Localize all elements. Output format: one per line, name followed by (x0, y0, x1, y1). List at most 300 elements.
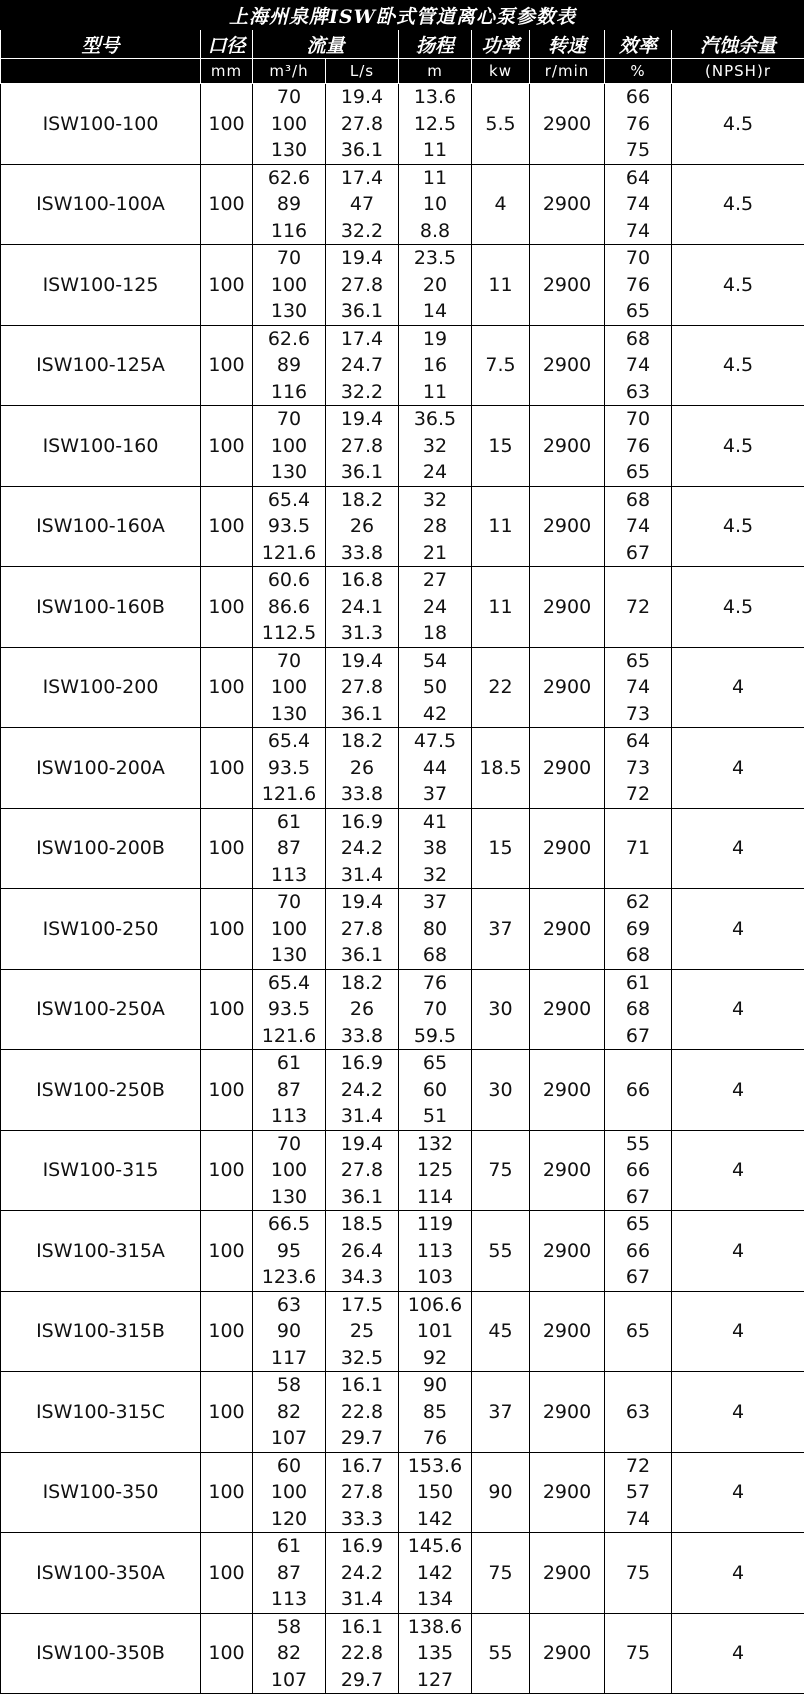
table-row (1, 969, 804, 1050)
flow-m3h-cell-value: 70 (276, 408, 302, 430)
efficiency-cell (605, 406, 672, 487)
head-cell (399, 1613, 472, 1694)
efficiency-cell (605, 728, 672, 809)
efficiency-cell (605, 84, 672, 165)
head-cell-values (399, 1131, 471, 1211)
head-cell-value: 68 (422, 944, 448, 966)
flow-m3h-cell-value: 89 (276, 193, 302, 215)
flow-ls-cell-value: 36.1 (340, 300, 384, 322)
flow-ls-cell-values (326, 165, 398, 245)
table-row (1, 1050, 804, 1131)
model-cell: ISW100-160 (1, 406, 201, 487)
power-cell: 5.5 (472, 84, 530, 165)
flow-ls-cell-value: 33.8 (340, 1024, 384, 1047)
npsh-cell: 4 (672, 1613, 804, 1694)
head-cell (399, 728, 472, 809)
head-cell-value: 59.5 (413, 1024, 457, 1047)
speed-cell: 2900 (530, 969, 605, 1050)
model-cell: ISW100-100A (1, 164, 201, 245)
flow-ls-cell-value: 27.8 (340, 434, 384, 457)
efficiency-cell-value: 61 (625, 971, 651, 994)
head-cell-value: 37 (422, 783, 448, 805)
unit-speed: r/min (530, 59, 605, 84)
table-row (1, 84, 804, 165)
efficiency-cell (605, 1211, 672, 1292)
flow-ls-cell (326, 486, 399, 567)
flow-m3h-cell-value: 62.6 (267, 166, 311, 189)
flow-ls-cell-value: 16.9 (340, 1052, 384, 1074)
flow-m3h-cell-value: 100 (270, 273, 308, 296)
flow-m3h-cell-values (253, 406, 325, 486)
efficiency-cell-value: 67 (625, 541, 651, 564)
power-cell: 37 (472, 1372, 530, 1453)
flow-m3h-cell-values (253, 1614, 325, 1694)
flow-m3h-cell-value: 123.6 (261, 1266, 317, 1288)
flow-m3h-cell (253, 808, 326, 889)
head-cell-value: 27 (422, 569, 448, 591)
table-row (1, 1211, 804, 1292)
flow-ls-cell-value: 26 (349, 998, 375, 1020)
flow-m3h-cell-value: 58 (276, 1615, 302, 1638)
efficiency-cell-value: 74 (625, 515, 651, 537)
flow-m3h-cell-value: 113 (270, 863, 308, 886)
speed-cell: 2900 (530, 1533, 605, 1614)
head-cell-value: 125 (416, 1159, 454, 1181)
table-row (1, 808, 804, 889)
flow-ls-cell (326, 567, 399, 648)
flow-ls-cell-value: 18.2 (340, 488, 384, 511)
flow-ls-cell-value: 33.3 (340, 1507, 384, 1530)
npsh-cell: 4.5 (672, 84, 804, 165)
head-cell (399, 1050, 472, 1131)
flow-m3h-cell-value: 121.6 (261, 1024, 317, 1047)
flow-ls-cell-value: 26.4 (340, 1239, 384, 1262)
model-cell: ISW100-100 (1, 84, 201, 165)
efficiency-cell (605, 1291, 672, 1372)
flow-ls-cell (326, 84, 399, 165)
head-cell-values (399, 648, 471, 728)
efficiency-cell-value: 64 (625, 166, 651, 189)
bore-cell: 100 (201, 1050, 253, 1131)
efficiency-cell-value: 76 (625, 434, 651, 457)
head-cell (399, 567, 472, 648)
npsh-cell: 4 (672, 1452, 804, 1533)
head-cell-value: 101 (416, 1320, 454, 1342)
head-cell-values (399, 245, 471, 325)
flow-m3h-cell-value: 100 (270, 917, 308, 940)
head-cell (399, 969, 472, 1050)
flow-ls-cell (326, 728, 399, 809)
power-cell: 45 (472, 1291, 530, 1372)
power-cell: 18.5 (472, 728, 530, 809)
efficiency-cell-value: 74 (625, 193, 651, 215)
flow-ls-cell-value: 17.5 (340, 1293, 384, 1316)
flow-ls-cell-values (326, 84, 398, 164)
npsh-cell: 4.5 (672, 567, 804, 648)
head-cell-value: 65 (422, 1052, 448, 1074)
table-row (1, 406, 804, 487)
unit-efficiency: % (605, 59, 672, 84)
head-cell-value: 12.5 (413, 112, 457, 135)
flow-m3h-cell-value: 60.6 (267, 569, 311, 591)
unit-model (1, 59, 201, 84)
efficiency-cell-value: 67 (625, 1185, 651, 1208)
table-row (1, 647, 804, 728)
table-row (1, 245, 804, 326)
head-cell-value: 90 (422, 1374, 448, 1396)
flow-ls-cell-value: 31.4 (340, 863, 384, 886)
flow-m3h-cell-value: 89 (276, 354, 302, 376)
flow-ls-cell-value: 17.4 (340, 327, 384, 350)
flow-ls-cell-value: 19.4 (340, 649, 384, 672)
efficiency-cell-value: 75 (625, 1642, 651, 1664)
model-cell: ISW100-315 (1, 1130, 201, 1211)
unit-flow-m3h: m³/h (253, 59, 326, 84)
bore-cell: 100 (201, 567, 253, 648)
flow-ls-cell-value: 27.8 (340, 112, 384, 135)
efficiency-cell-value: 73 (625, 756, 651, 779)
flow-ls-cell-value: 32.2 (340, 380, 384, 403)
flow-ls-cell-values (326, 970, 398, 1050)
flow-m3h-cell-values (253, 567, 325, 647)
flow-m3h-cell (253, 1372, 326, 1453)
header-speed: 转速 (530, 30, 605, 59)
efficiency-cell-values (605, 970, 671, 1050)
power-cell: 4 (472, 164, 530, 245)
efficiency-cell-values (605, 326, 671, 406)
head-cell-values (399, 809, 471, 889)
efficiency-cell-values (605, 245, 671, 325)
flow-ls-cell-value: 16.7 (340, 1454, 384, 1477)
npsh-cell: 4 (672, 1130, 804, 1211)
head-cell-value: 37 (422, 891, 448, 913)
speed-cell: 2900 (530, 1211, 605, 1292)
flow-ls-cell-value: 26 (349, 515, 375, 537)
power-cell: 37 (472, 889, 530, 970)
head-cell (399, 647, 472, 728)
head-cell-value: 145.6 (407, 1535, 463, 1557)
head-cell-value: 153.6 (407, 1454, 463, 1477)
flow-m3h-cell-values (253, 889, 325, 969)
efficiency-cell-value: 62 (625, 891, 651, 913)
flow-m3h-cell-value: 90 (276, 1320, 302, 1342)
head-cell-value: 142 (416, 1507, 454, 1530)
flow-m3h-cell (253, 728, 326, 809)
table-row (1, 1613, 804, 1694)
flow-ls-cell-value: 19.4 (340, 408, 384, 430)
flow-ls-cell-values (326, 1614, 398, 1694)
head-cell-value: 38 (422, 837, 448, 859)
flow-ls-cell-value: 24.2 (340, 1078, 384, 1101)
header-npsh: 汽蚀余量 (672, 30, 804, 59)
flow-ls-cell-values (326, 406, 398, 486)
flow-m3h-cell (253, 245, 326, 326)
npsh-cell: 4 (672, 969, 804, 1050)
unit-flow-ls: L/s (326, 59, 399, 84)
flow-ls-cell-value: 26 (349, 756, 375, 779)
power-cell: 11 (472, 245, 530, 326)
flow-m3h-cell-value: 113 (270, 1588, 308, 1610)
efficiency-cell-value: 57 (625, 1481, 651, 1503)
efficiency-cell-value: 66 (625, 1159, 651, 1181)
flow-m3h-cell-values (253, 1211, 325, 1291)
head-cell-value: 11 (422, 139, 448, 161)
unit-bore: mm (201, 59, 253, 84)
efficiency-cell (605, 1613, 672, 1694)
head-cell-value: 10 (422, 193, 448, 215)
head-cell-value: 11 (422, 166, 448, 189)
head-cell-value: 32 (422, 488, 448, 511)
flow-m3h-cell-value: 130 (270, 1185, 308, 1208)
efficiency-cell-value: 65 (625, 649, 651, 672)
npsh-cell: 4 (672, 1211, 804, 1292)
flow-ls-cell-value: 27.8 (340, 1481, 384, 1503)
head-cell-value: 103 (416, 1266, 454, 1288)
npsh-cell: 4 (672, 647, 804, 728)
flow-ls-cell-value: 36.1 (340, 1185, 384, 1208)
efficiency-cell-values (605, 1077, 671, 1104)
flow-ls-cell (326, 1533, 399, 1614)
head-cell-value: 8.8 (419, 219, 451, 242)
flow-m3h-cell (253, 164, 326, 245)
head-cell-values (399, 970, 471, 1050)
head-cell-value: 11 (422, 380, 448, 403)
head-cell-value: 28 (422, 515, 448, 537)
head-cell-values (399, 487, 471, 567)
power-cell: 11 (472, 567, 530, 648)
head-cell-value: 127 (416, 1668, 454, 1691)
flow-ls-cell-value: 18.2 (340, 730, 384, 752)
head-cell-value: 32 (422, 863, 448, 886)
bore-cell: 100 (201, 1211, 253, 1292)
flow-ls-cell-value: 22.8 (340, 1642, 384, 1664)
speed-cell: 2900 (530, 1291, 605, 1372)
efficiency-cell-value: 73 (625, 702, 651, 725)
head-cell-value: 24 (422, 461, 448, 483)
model-cell: ISW100-250 (1, 889, 201, 970)
flow-m3h-cell-value: 93.5 (267, 515, 311, 537)
flow-ls-cell (326, 1130, 399, 1211)
head-cell-value: 23.5 (413, 247, 457, 269)
head-cell (399, 1130, 472, 1211)
flow-m3h-cell-value: 121.6 (261, 783, 317, 805)
header-model: 型号 (1, 30, 201, 59)
speed-cell: 2900 (530, 1050, 605, 1131)
power-cell: 75 (472, 1533, 530, 1614)
flow-ls-cell (326, 1372, 399, 1453)
flow-ls-cell-value: 27.8 (340, 917, 384, 940)
bore-cell: 100 (201, 889, 253, 970)
efficiency-cell-value: 64 (625, 730, 651, 752)
unit-row (1, 59, 804, 84)
flow-m3h-cell-values (253, 1050, 325, 1130)
flow-ls-cell-value: 31.3 (340, 622, 384, 644)
flow-m3h-cell-value: 100 (270, 1159, 308, 1181)
unit-power: kw (472, 59, 530, 84)
flow-ls-cell-value: 47 (349, 193, 375, 215)
flow-ls-cell (326, 1452, 399, 1533)
title-row (1, 1, 804, 30)
speed-cell: 2900 (530, 1452, 605, 1533)
flow-m3h-cell-value: 93.5 (267, 998, 311, 1020)
bore-cell: 100 (201, 1130, 253, 1211)
flow-m3h-cell-values (253, 1131, 325, 1211)
model-cell: ISW100-315C (1, 1372, 201, 1453)
table-row (1, 325, 804, 406)
head-cell-value: 36.5 (413, 408, 457, 430)
efficiency-cell-value: 74 (625, 1507, 651, 1530)
flow-m3h-cell-values (253, 487, 325, 567)
speed-cell: 2900 (530, 406, 605, 487)
table-row (1, 164, 804, 245)
flow-ls-cell-value: 36.1 (340, 944, 384, 966)
power-cell: 90 (472, 1452, 530, 1533)
flow-m3h-cell-value: 86.6 (267, 595, 311, 618)
bore-cell: 100 (201, 325, 253, 406)
flow-m3h-cell-values (253, 245, 325, 325)
power-cell: 55 (472, 1613, 530, 1694)
flow-m3h-cell (253, 889, 326, 970)
flow-ls-cell-value: 36.1 (340, 139, 384, 161)
head-cell (399, 1372, 472, 1453)
head-cell-values (399, 1211, 471, 1291)
header-bore: 口径 (201, 30, 253, 59)
header-power: 功率 (472, 30, 530, 59)
head-cell (399, 1291, 472, 1372)
unit-head: m (399, 59, 472, 84)
flow-m3h-cell (253, 486, 326, 567)
flow-m3h-cell-value: 70 (276, 247, 302, 269)
head-cell-value: 51 (422, 1105, 448, 1127)
head-cell-value: 19 (422, 327, 448, 350)
flow-m3h-cell (253, 969, 326, 1050)
head-cell-value: 135 (416, 1642, 454, 1664)
flow-m3h-cell (253, 406, 326, 487)
flow-ls-cell-values (326, 889, 398, 969)
flow-ls-cell-value: 24.2 (340, 1561, 384, 1584)
flow-m3h-cell (253, 1130, 326, 1211)
bore-cell: 100 (201, 1291, 253, 1372)
unit-npsh: (NPSH)r (672, 59, 804, 84)
bore-cell: 100 (201, 486, 253, 567)
head-cell (399, 84, 472, 165)
flow-m3h-cell-value: 82 (276, 1400, 302, 1423)
flow-ls-cell (326, 406, 399, 487)
efficiency-cell-values (605, 1399, 671, 1426)
flow-ls-cell-values (326, 1533, 398, 1613)
flow-ls-cell-value: 36.1 (340, 702, 384, 725)
flow-ls-cell-value: 16.1 (340, 1374, 384, 1396)
npsh-cell: 4 (672, 728, 804, 809)
head-cell-values (399, 165, 471, 245)
head-cell (399, 1452, 472, 1533)
head-cell (399, 889, 472, 970)
npsh-cell: 4.5 (672, 164, 804, 245)
flow-ls-cell-value: 33.8 (340, 541, 384, 564)
flow-m3h-cell-values (253, 326, 325, 406)
flow-m3h-cell (253, 1291, 326, 1372)
header-row (1, 30, 804, 59)
efficiency-cell-value: 66 (625, 1078, 651, 1101)
npsh-cell: 4.5 (672, 406, 804, 487)
flow-m3h-cell-values (253, 1292, 325, 1372)
head-cell-values (399, 84, 471, 164)
flow-ls-cell-value: 33.8 (340, 783, 384, 805)
bore-cell: 100 (201, 647, 253, 728)
efficiency-cell-value: 66 (625, 86, 651, 108)
model-cell: ISW100-350A (1, 1533, 201, 1614)
flow-m3h-cell-value: 112.5 (261, 622, 317, 644)
flow-m3h-cell-values (253, 648, 325, 728)
flow-m3h-cell-value: 93.5 (267, 756, 311, 779)
efficiency-cell-value: 68 (625, 327, 651, 350)
power-cell: 75 (472, 1130, 530, 1211)
head-cell-values (399, 326, 471, 406)
head-cell-values (399, 567, 471, 647)
flow-ls-cell-value: 16.1 (340, 1615, 384, 1638)
flow-ls-cell-value: 16.9 (340, 810, 384, 833)
flow-ls-cell-value: 31.4 (340, 1588, 384, 1610)
flow-m3h-cell-value: 100 (270, 1481, 308, 1503)
flow-ls-cell-value: 19.4 (340, 891, 384, 913)
bore-cell: 100 (201, 84, 253, 165)
flow-ls-cell-values (326, 809, 398, 889)
efficiency-cell (605, 647, 672, 728)
flow-m3h-cell-value: 65.4 (267, 730, 311, 752)
header-efficiency: 效率 (605, 30, 672, 59)
flow-m3h-cell-value: 87 (276, 1078, 302, 1101)
head-cell-value: 47.5 (413, 730, 457, 752)
npsh-cell: 4 (672, 1050, 804, 1131)
efficiency-cell-values (605, 1318, 671, 1345)
efficiency-cell (605, 567, 672, 648)
flow-ls-cell (326, 245, 399, 326)
speed-cell: 2900 (530, 325, 605, 406)
flow-m3h-cell (253, 1613, 326, 1694)
efficiency-cell-value: 63 (625, 380, 651, 403)
table-row (1, 486, 804, 567)
head-cell-value: 113 (416, 1239, 454, 1262)
efficiency-cell-value: 72 (625, 1454, 651, 1477)
efficiency-cell-value: 74 (625, 676, 651, 698)
speed-cell: 2900 (530, 84, 605, 165)
head-cell-value: 54 (422, 649, 448, 672)
efficiency-cell-value: 67 (625, 1024, 651, 1047)
flow-ls-cell-value: 16.9 (340, 1535, 384, 1557)
flow-ls-cell-value: 24.2 (340, 837, 384, 859)
efficiency-cell-value: 70 (625, 408, 651, 430)
head-cell-value: 24 (422, 595, 448, 618)
table-row (1, 889, 804, 970)
head-cell (399, 245, 472, 326)
flow-m3h-cell (253, 1050, 326, 1131)
flow-ls-cell-values (326, 567, 398, 647)
flow-ls-cell-value: 27.8 (340, 676, 384, 698)
head-cell-value: 16 (422, 354, 448, 376)
flow-m3h-cell-values (253, 1372, 325, 1452)
npsh-cell: 4 (672, 808, 804, 889)
flow-ls-cell-value: 27.8 (340, 273, 384, 296)
flow-ls-cell-values (326, 326, 398, 406)
flow-m3h-cell-value: 130 (270, 461, 308, 483)
flow-m3h-cell-values (253, 728, 325, 808)
model-cell: ISW100-200A (1, 728, 201, 809)
flow-m3h-cell-value: 63 (276, 1293, 302, 1316)
efficiency-cell-value: 74 (625, 219, 651, 242)
bore-cell: 100 (201, 406, 253, 487)
flow-ls-cell-values (326, 1131, 398, 1211)
efficiency-cell-values (605, 889, 671, 969)
